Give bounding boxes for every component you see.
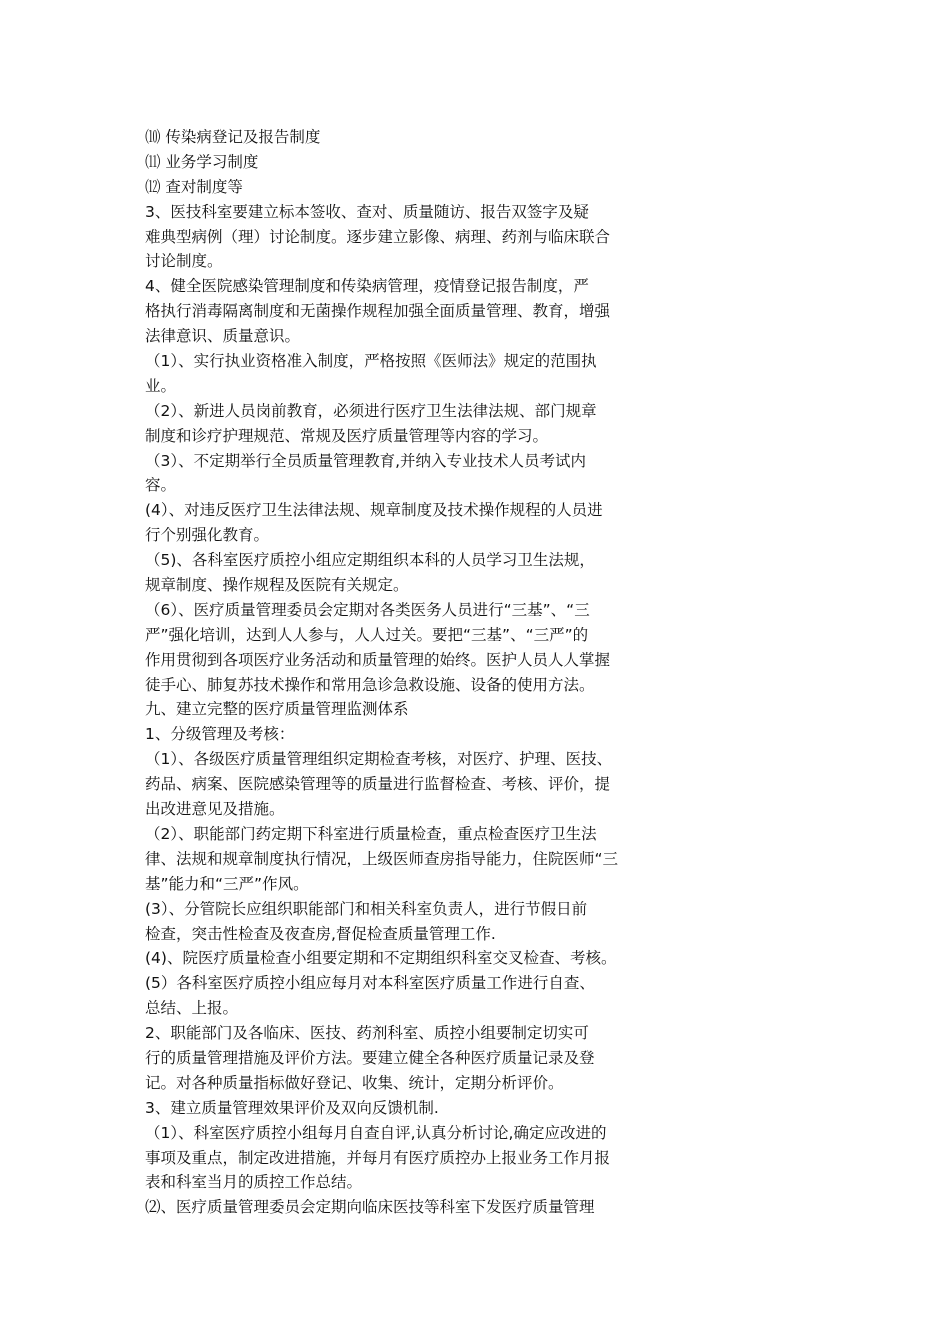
text-line: ⑽ 传染病登记及报告制度 bbox=[145, 128, 321, 146]
text-line: （6）、医疗质量管理委员会定期对各类医务人员进行“三基”、“三 bbox=[145, 600, 590, 619]
text-line: 基”能力和“三严”作风。 bbox=[145, 874, 309, 893]
text-line: 记。对各种质量指标做好登记、收集、统计，定期分析评价。 bbox=[145, 1073, 564, 1092]
text-line: （2）、职能部门药定期下科室进行质量检查，重点检查医疗卫生法 bbox=[145, 824, 597, 843]
text-line: 总结、上报。 bbox=[145, 999, 239, 1018]
text-line: 行的质量管理措施及评价方法。要建立健全各种医疗质量记录及登 bbox=[145, 1048, 595, 1067]
text-line: (4）、对违反医疗卫生法律法规、规章制度及技术操作规程的人员进 bbox=[145, 501, 603, 520]
text-line: 行个别强化教育。 bbox=[145, 526, 270, 545]
text-line: 格执行消毒隔离制度和无菌操作规程加强全面质量管理、教育，增强 bbox=[145, 302, 611, 321]
text-line: 表和科室当月的质控工作总结。 bbox=[145, 1173, 363, 1192]
text-line: 药品、病案、医院感染管理等的质量进行监督检查、考核、评价，提 bbox=[145, 775, 611, 794]
text-line: 事项及重点，制定改进措施，并每月有医疗质控办上报业务工作月报 bbox=[145, 1148, 611, 1167]
text-line: （3）、不定期举行全员质量管理教育,并纳入专业技术人员考试内 bbox=[145, 451, 587, 470]
document-body bbox=[145, 125, 685, 1220]
text-line: 律、法规和规章制度执行情况，上级医师查房指导能力，住院医师“三 bbox=[145, 849, 619, 868]
text-line: 讨论制度。 bbox=[145, 252, 223, 271]
text-line: 2、职能部门及各临床、医技、药剂科室、质控小组要制定切实可 bbox=[145, 1024, 589, 1043]
text-line: 业。 bbox=[145, 376, 177, 395]
text-line: 规章制度、操作规程及医院有关规定。 bbox=[145, 576, 409, 595]
text-line: ⑿ 查对制度等 bbox=[145, 177, 243, 196]
text-line: 严”强化培训，达到人人参与，人人过关。要把“三基”、“三严”的 bbox=[145, 625, 589, 644]
text-line: 1、分级管理及考核： bbox=[145, 725, 295, 744]
text-line: ⑾ 业务学习制度 bbox=[145, 152, 259, 171]
text-line: 作用贯彻到各项医疗业务活动和质量管理的始终。医护人员人人掌握 bbox=[145, 650, 611, 669]
text-line: 难典型病例（理）讨论制度。逐步建立影像、病理、药剂与临床联合 bbox=[145, 227, 611, 246]
text-line: （1）、科室医疗质控小组每月自查自评,认真分析讨论,确定应改进的 bbox=[145, 1123, 607, 1142]
text-line: 3、医技科室要建立标本签收、查对、质量随访、报告双签字及疑 bbox=[145, 202, 589, 221]
text-line: （1）、实行执业资格准入制度，严格按照《医师法》规定的范围执 bbox=[145, 352, 597, 371]
text-line: （2）、新进人员岗前教育，必须进行医疗卫生法律法规、部门规章 bbox=[145, 401, 597, 420]
text-line: (3）、分管院长应组织职能部门和相关科室负责人，进行节假日前 bbox=[145, 899, 588, 918]
text-line: 容。 bbox=[145, 476, 177, 495]
text-line: 法律意识、质量意识。 bbox=[145, 327, 301, 346]
text-line: 检查，突击性检查及夜查房,督促检查质量管理工作. bbox=[145, 924, 496, 943]
text-line: 3、建立质量管理效果评价及双向反馈机制. bbox=[145, 1098, 439, 1117]
text-line: (4)、院医疗质量检查小组要定期和不定期组织科室交叉检查、考核。 bbox=[145, 949, 617, 968]
text-line: 4、健全医院感染管理制度和传染病管理，疫情登记报告制度，严 bbox=[145, 277, 589, 296]
text-line: （1）、各级医疗质量管理组织定期检查考核，对医疗、护理、医技、 bbox=[145, 750, 613, 769]
section-heading: 九、建立完整的医疗质量管理监测体系 bbox=[145, 700, 409, 719]
text-line: （5)、各科室医疗质控小组应定期组织本科的人员学习卫生法规， bbox=[145, 551, 595, 570]
text-line: (5）各科室医疗质控小组应每月对本科室医疗质量工作进行自查、 bbox=[145, 974, 595, 993]
text-line: 出改进意见及措施。 bbox=[145, 800, 285, 819]
text-line: ⑵、医疗质量管理委员会定期向临床医技等科室下发医疗质量管理 bbox=[145, 1198, 595, 1217]
text-line: 制度和诊疗护理规范、常规及医疗质量管理等内容的学习。 bbox=[145, 426, 549, 445]
text-line: 徒手心、肺复苏技术操作和常用急诊急救设施、设备的使用方法。 bbox=[145, 675, 595, 694]
